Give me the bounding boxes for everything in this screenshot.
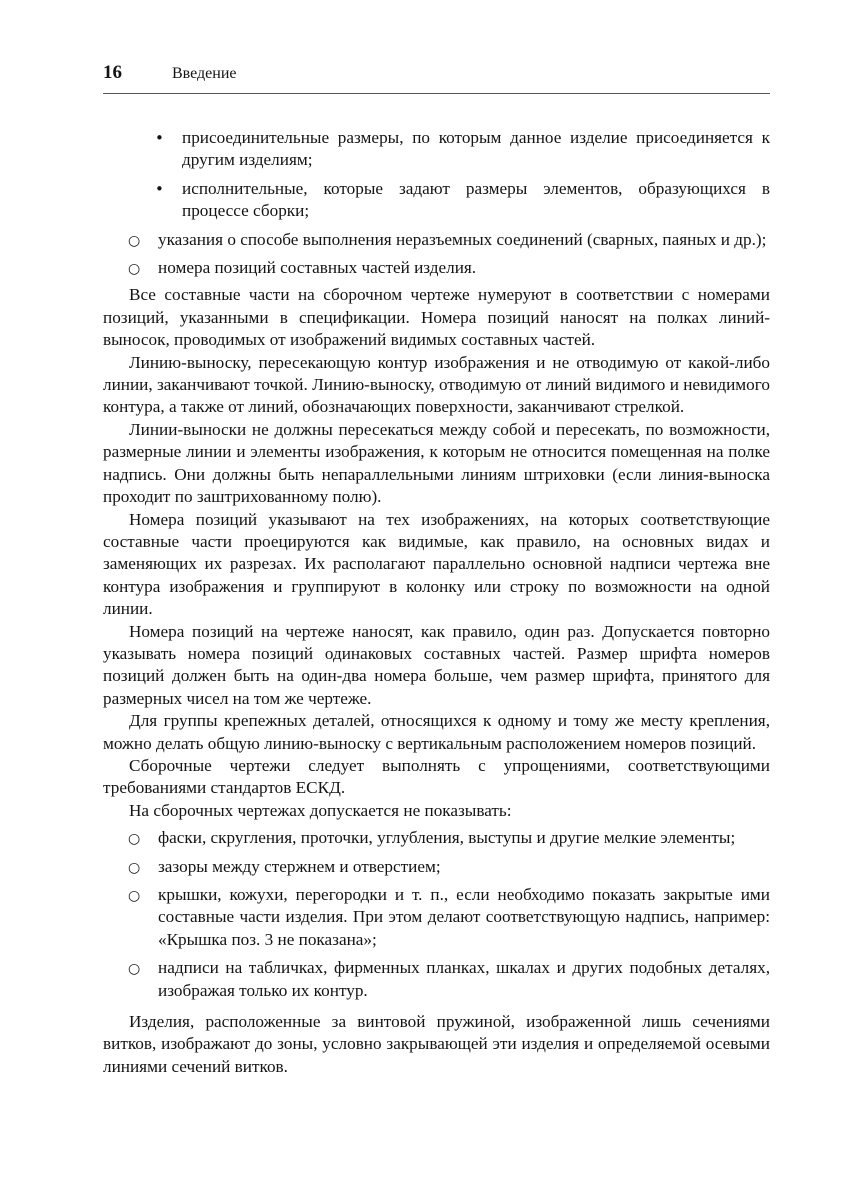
running-head: Введение [172,65,237,82]
list-item [103,127,770,172]
paragraph: Для группы крепежных деталей, относящихся к одному и тому же месту крепления, можно делать общую линию-выноску с вертикальным расположением номеров позиций. [103,711,770,753]
list-item-text: номера позиций составных частей изделия. [158,258,477,278]
bullet-circle-icon: ○ [128,859,141,876]
list-item [103,257,770,279]
paragraph: Сборочные чертежи следует выполнять с упрощениями, соответствующими требованиями стандартов ЕСКД. [103,755,770,798]
page-header [103,62,770,94]
bullet-circle-icon: ○ [128,261,141,278]
bullet-circle-icon: ○ [128,888,141,904]
bullet-circle-icon: ○ [128,232,141,249]
list-item [103,229,770,251]
paragraph: Номера позиций на чертеже наносят, как правило, один раз. Допускается повторно указывать номера позиций одинаковых составных частей. Размер шрифта номеров позиций должен быть на один-два номера больше, чем размер шрифта, принятого для размерных чисел на том же чертеже. [103,621,770,708]
paragraph: Линии-выноски не должны пересекаться между собой и пересекать, по возможности, размерные линии и элементы изображения, к которым не относится помещенная на полке надпись. Они должны быть непараллельными линиям штриховки (если линия-выноска проходит по заштрихованному полю). [103,419,770,507]
bullet-dot-icon: • [155,129,164,147]
paragraph: Изделия, расположенные за винтовой пружиной, изображенной лишь сечениями витков, изображают до зоны, условно закрывающей эти изделия и определяемой осевыми линиями сечений витков. [103,1012,770,1076]
dimension-requirements-list [103,127,770,279]
bullet-dot-icon: • [155,179,164,198]
list-intro: На сборочных чертежах допускается не показывать: [129,800,512,820]
paragraph: Все составные части на сборочном чертеже нумеруют в соответствии с номерами позиций, указанными в спецификации. Номера позиций наносят на полках линий-выносок, проводимых от изображений видимых составных частей. [103,285,770,350]
list-item-text: зазоры между стержнем и отверстием; [158,856,441,876]
list-item [103,856,770,878]
list-item [103,884,770,951]
list-item-text: указания о способе выполнения неразъемных соединений (сварных, паяных и др.); [158,229,767,249]
bullet-circle-icon: ○ [128,831,141,848]
list-item-text: присоединительные размеры, по которым данное изделие присоединяется к другим изделиям; [182,128,770,170]
omissions-list [103,827,770,1002]
list-item [103,957,770,1002]
bullet-circle-icon: ○ [128,961,141,978]
list-item-text: фаски, скругления, проточки, углубления, выступы и другие мелкие элементы; [158,828,736,848]
list-item-text: исполнительные, которые задают размеры элементов, образующихся в процессе сборки; [182,178,770,221]
list-item-text: крышки, кожухи, перегородки и т. п., если необходимо показать закрытые ими составные части изделия. При этом делают соответствующую надпись, например: «Крышка поз. 3 не показана»; [158,885,770,949]
list-item [103,827,770,849]
page-body [103,127,770,1078]
paragraph: Номера позиций указывают на тех изображениях, на которых соответствующие составные части проецируются как видимые, как правило, на основных видах и заменяющих их разрезах. Их располагают параллельно основной надписи чертежа вне контура изображения и группируют в колонку или строку по возможности на одной линии. [103,509,770,619]
paragraph: Линию-выноску, пересекающую контур изображения и не отводимую от какой-либо линии, заканчивают точкой. Линию-выноску, отводимую от линий видимого и невидимого контура, а также от линий, обозначающих поверхности, заканчивают стрелкой. [103,352,770,417]
list-item [103,178,770,223]
list-item-text: надписи на табличках, фирменных планках, шкалах и других подобных деталях, изображая только их контур. [158,958,770,1000]
page-number: 16 [103,62,122,83]
